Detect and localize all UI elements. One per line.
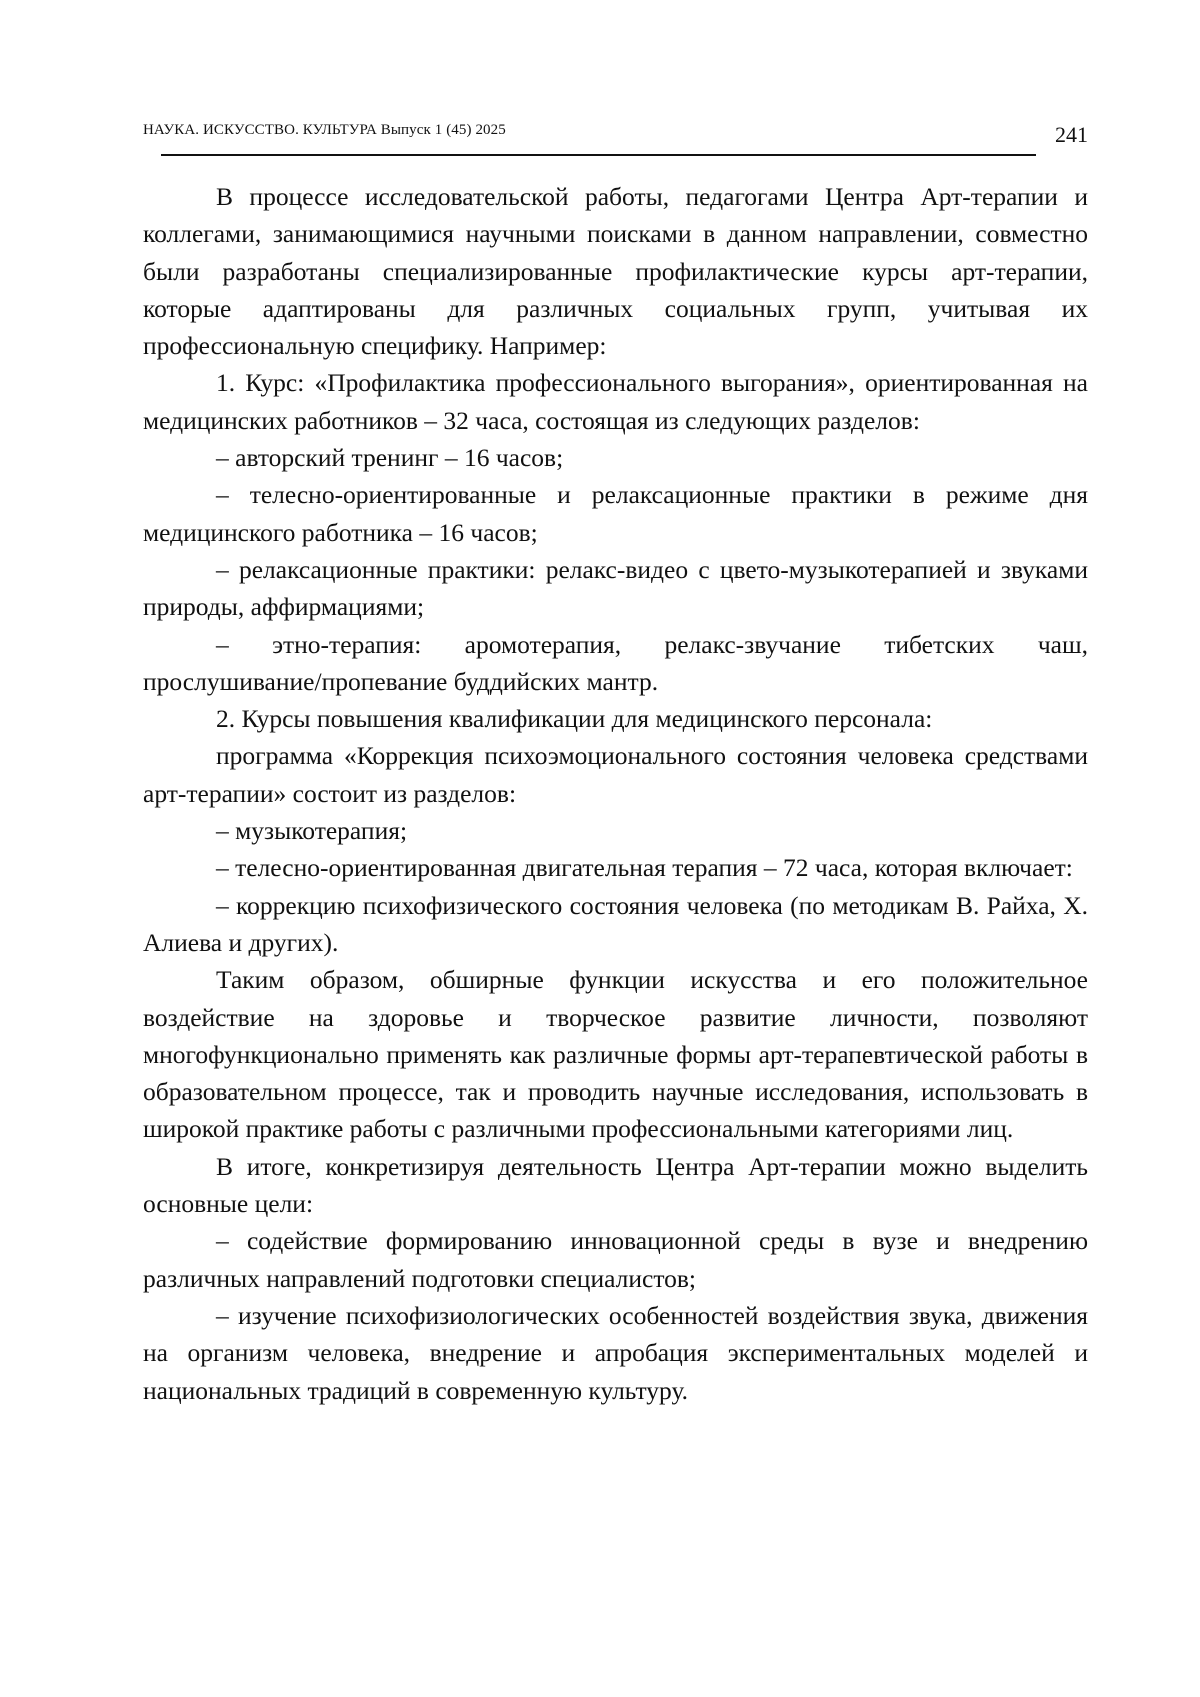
- header-rule: [161, 154, 1036, 156]
- running-header: [143, 118, 1088, 158]
- list-item-music-therapy: – музыкотерапия;: [143, 812, 1088, 849]
- page-number: 241: [1055, 122, 1088, 148]
- list-item-goal-innovation: – содействие формированию инновационной среды в вузе и внедрению различных направлений подготовки специалистов;: [143, 1222, 1088, 1297]
- list-item-author-training: – авторский тренинг – 16 часов;: [143, 439, 1088, 476]
- journal-title: НАУКА. ИСКУССТВО. КУЛЬТУРА Выпуск 1 (45) 2025: [143, 122, 506, 139]
- document-page: [0, 0, 1200, 1697]
- list-item-relaxation-practices: – релаксационные практики: релакс-видео с цвето-музыкотерапией и звуками природы, аффирмациями;: [143, 551, 1088, 626]
- list-item-ethno-therapy: – этно-терапия: аромотерапия, релакс-звучание тибетских чаш, прослушивание/пропевание буддийских мантр.: [143, 626, 1088, 701]
- paragraph-program: программа «Коррекция психоэмоционального состояния человека средствами арт-терапии» состоит из разделов:: [143, 737, 1088, 812]
- paragraph-course-2: 2. Курсы повышения квалификации для медицинского персонала:: [143, 700, 1088, 737]
- paragraph-goals-intro: В итоге, конкретизируя деятельность Центра Арт-терапии можно выделить основные цели:: [143, 1148, 1088, 1223]
- list-item-motor-therapy: – телесно-ориентированная двигательная терапия – 72 часа, которая включает:: [143, 849, 1088, 886]
- list-item-body-practices: – телесно-ориентированные и релаксационные практики в режиме дня медицинского работника – 16 часов;: [143, 476, 1088, 551]
- body-text: [143, 178, 1088, 1409]
- paragraph-intro: В процессе исследовательской работы, педагогами Центра Арт-терапии и коллегами, занимающимися научными поисками в данном направлении, совместно были разработаны специализированные профилактические курсы арт-терапии, которые адаптированы для различных социальных групп, учитывая их профессиональную специфику. Например:: [143, 178, 1088, 364]
- list-item-correction: – коррекцию психофизического состояния человека (по методикам В. Райха, Х. Алиева и других).: [143, 887, 1088, 962]
- paragraph-course-1: 1. Курс: «Профилактика профессионального выгорания», ориентированная на медицинских работников – 32 часа, состоящая из следующих разделов:: [143, 364, 1088, 439]
- list-item-goal-research: – изучение психофизиологических особенностей воздействия звука, движения на организм человека, внедрение и апробация экспериментальных моделей и национальных традиций в современную культуру.: [143, 1297, 1088, 1409]
- paragraph-conclusion: Таким образом, обширные функции искусства и его положительное воздействие на здоровье и творческое развитие личности, позволяют многофункционально применять как различные формы арт-терапевтической работы в образовательном процессе, так и проводить научные исследования, использовать в широкой практике работы с различными профессиональными категориями лиц.: [143, 961, 1088, 1147]
